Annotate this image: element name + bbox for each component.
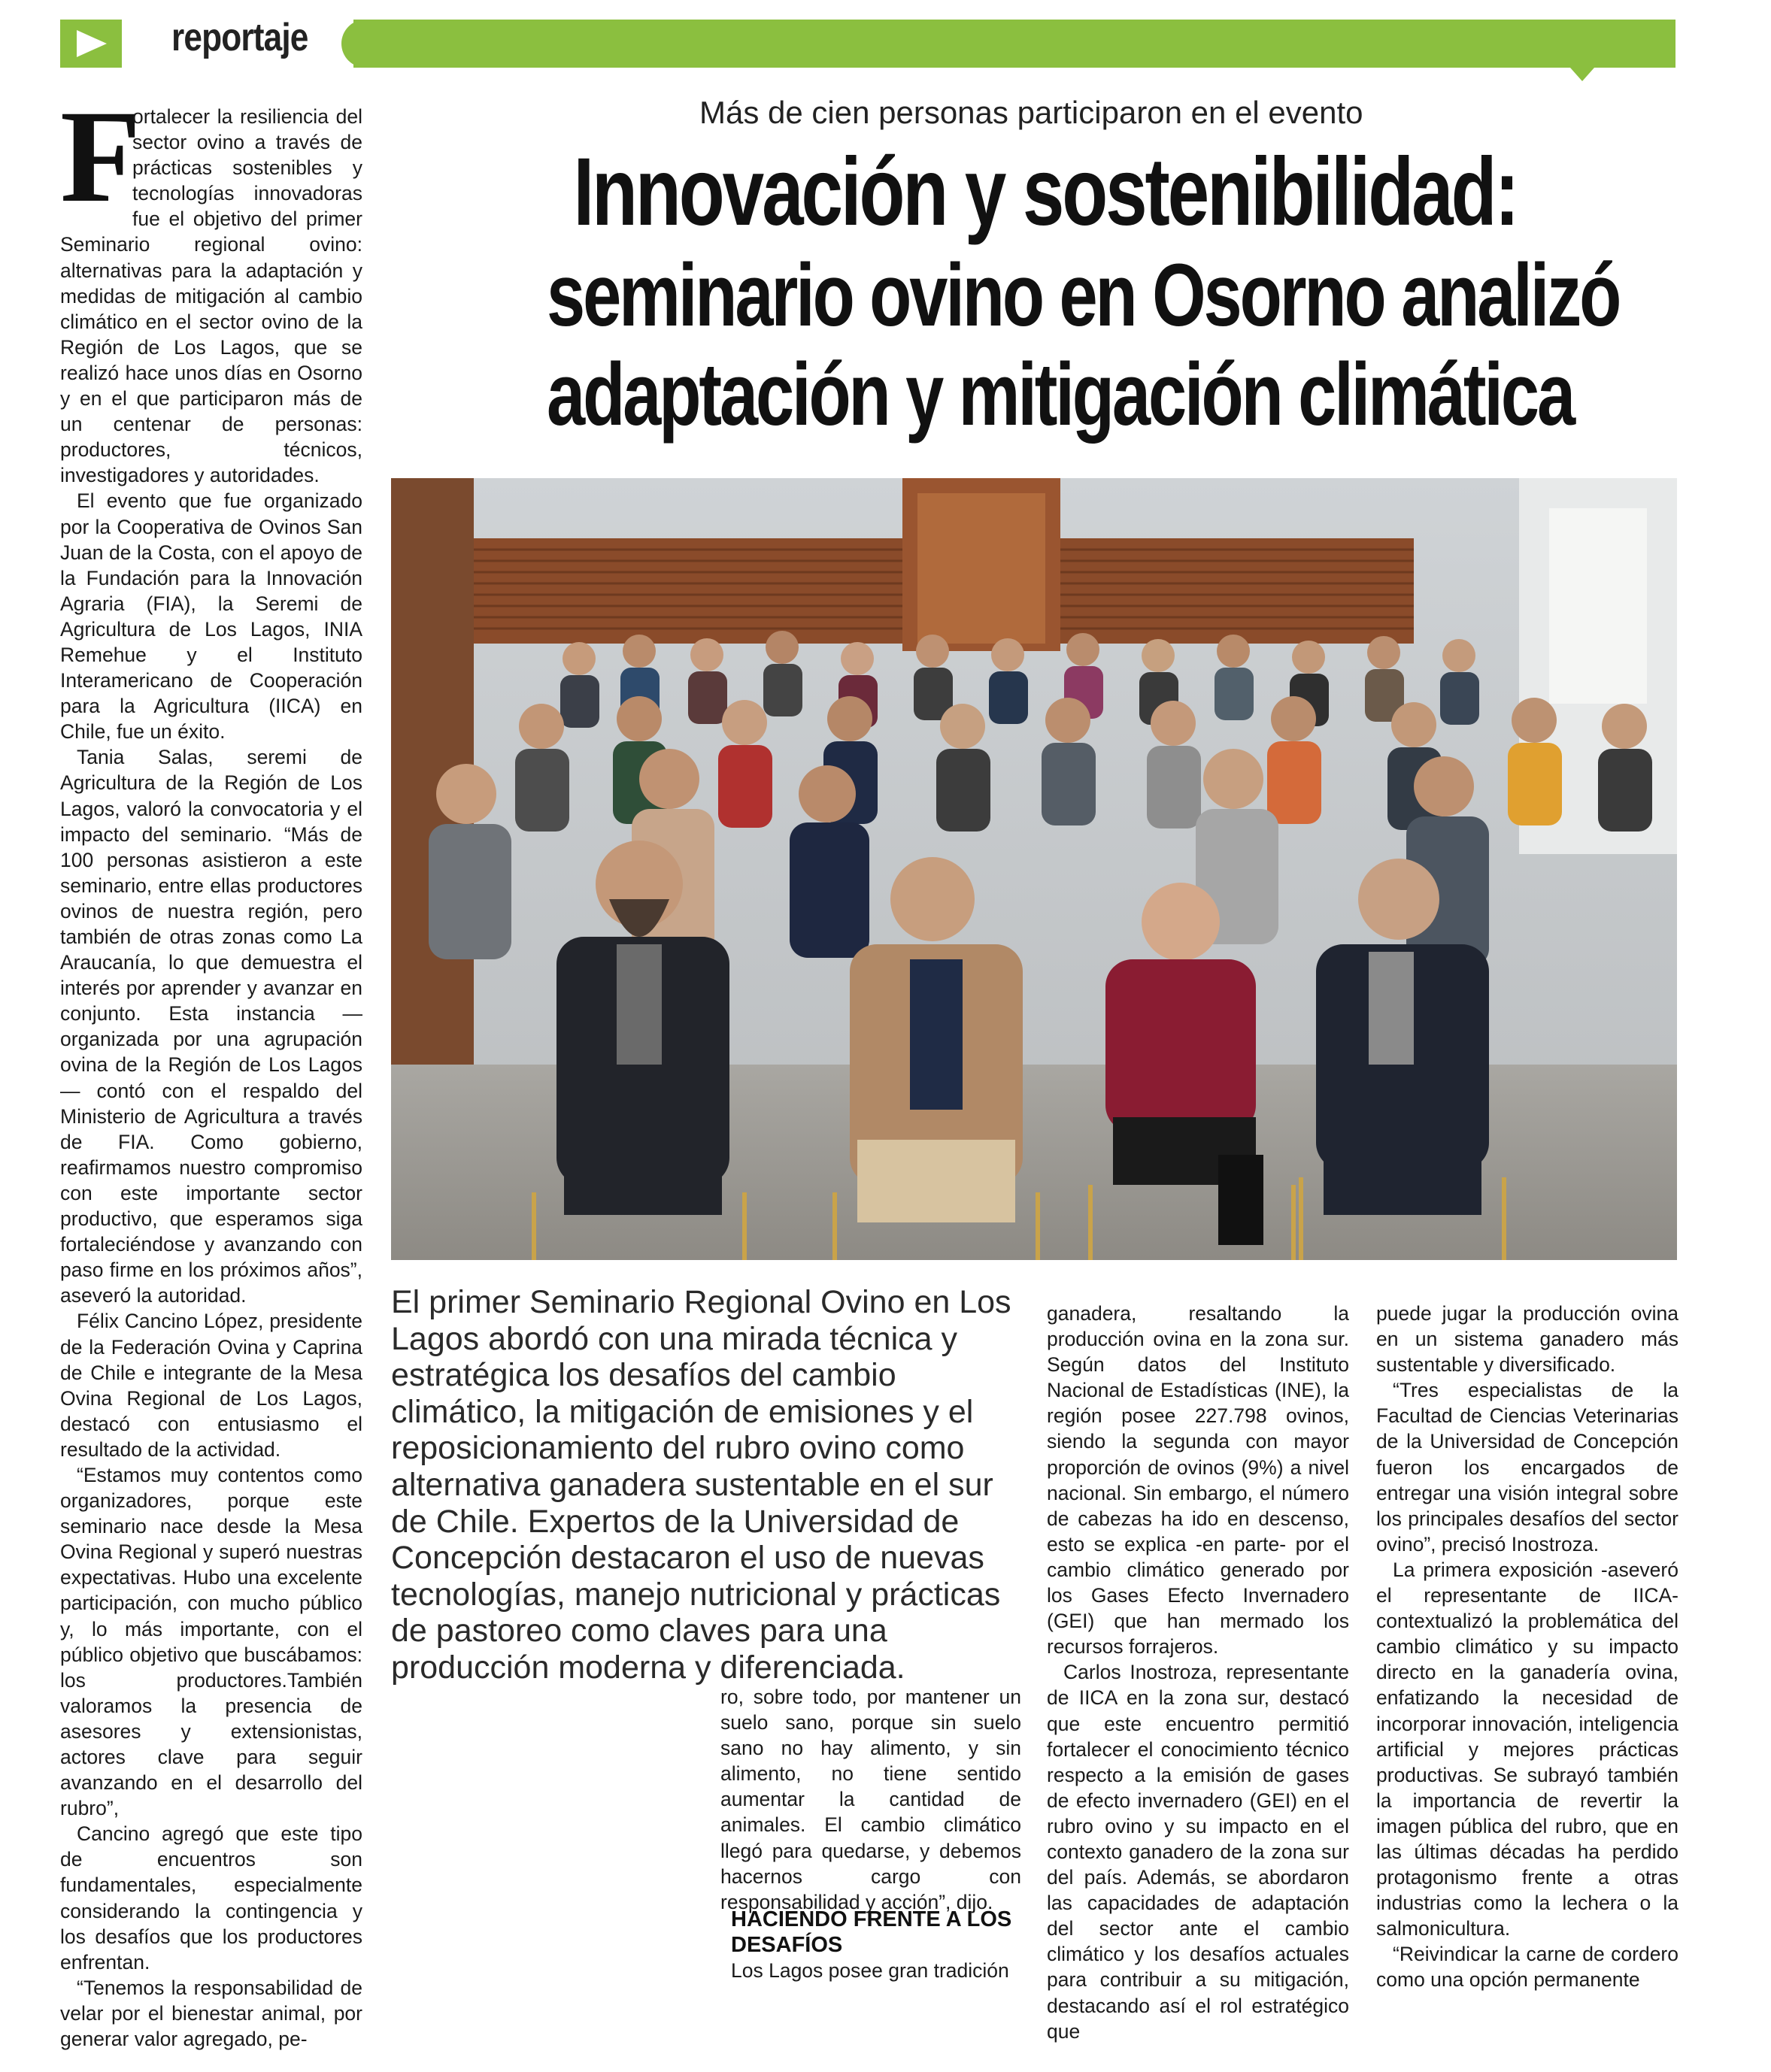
seminar-audience-photo — [391, 478, 1677, 1260]
paragraph: Tania Salas, seremi de Agricultura de la Región de Los Lagos, valoró la convocatoria y el impacto del seminario. “Más de 100 personas asistieron a este seminario, entre ellas productores ovinos de nuestra región, pero también de otras zonas como La Araucanía, lo que demuestra el interés por aprender y avanzar en conjunto. Esta instancia —organizada por una agrupación ovina de la Región de Los Lagos— contó con el respaldo del Ministerio de Agricultura a través de FIA. Como gobierno, reafirmamos nuestro compromiso con este importante sector productivo, que esperamos siga fortaleciéndose y avanzando con paso firme en los próximos años”, aseveró la autoridad. — [60, 746, 362, 1307]
section-label: reportaje — [171, 16, 308, 59]
drop-cap: F — [60, 83, 141, 230]
article-column-1 — [60, 83, 362, 2051]
article-lead: El primer Seminario Regional Ovino en Los Lagos abordó con una mirada técnica y estratégica los desafíos del cambio climático, la mitigación de emisiones y el reposicionamiento del rubro ovino como alternativa ganadera sustentable en el sur de Chile. Expertos de la Universidad de Concepción destacaron el uso de nuevas tecnologías, manejo nutricional y prácticas de pastoreo como claves para una producción moderna y diferenciada. — [391, 1284, 1011, 1686]
section-bar-notch — [1570, 68, 1594, 81]
play-arrow-icon — [74, 29, 110, 59]
paragraph: La primera exposición -aseveró el representante de IICA- contextualizó la problemática del cambio climático y su impacto directo en la ganadería ovina, enfatizando la necesidad de incorporar innovación, inteligencia artificial y mejores prácticas productivas. Se subrayó también la importancia de revertir la imagen pública del rubro, que en las últimas décadas ha perdido protagonismo frente a otras industrias como la lechera o la salmonicultura. — [1376, 1558, 1679, 1940]
paragraph: ganadera, resaltando la producción ovina en la zona sur. Según datos del Instituto Nacional de Estadísticas (INE), la región posee 227.798 ovinos, siendo la segunda con mayor proporción de ovinos (9%) a nivel nacional. Sin embargo, el número de cabezas ha ido en descenso, esto se explica -en parte- por el cambio climático generado por los Gases Efecto Invernadero (GEI) que han mermado los recursos forrajeros. — [1047, 1302, 1349, 1659]
article-column-4 — [1376, 1301, 1679, 1993]
paragraph: El evento que fue organizado por la Cooperativa de Ovinos San Juan de la Costa, con el apoyo de la Fundación para la Innovación Agraria (FIA), la Seremi de Agricultura de Los Lagos, INIA Remehue y el Instituto Interamericano de Cooperación para la Agricultura (IICA) en Chile, fue un éxito. — [60, 489, 362, 744]
article-kicker: Más de cien personas participaron en el evento — [699, 95, 1363, 130]
headline-line-1: Innovación y sostenibilidad: — [573, 138, 1518, 246]
paragraph: “Tres especialistas de la Facultad de Ciencias Veterinarias de la Universidad de Concepción fueron los encargados de entregar una visión integral sobre los principales desafíos del sector ovino”, precisó Inostroza. — [1376, 1379, 1679, 1556]
paragraph: “Tenemos la responsabilidad de velar por el bienestar animal, por generar valor agregado, pe- — [60, 1976, 362, 2051]
section-bar — [353, 20, 1675, 68]
paragraph: ro, sobre todo, por mantener un suelo sano, porque sin suelo sano no hay alimento, y sin alimento, no tiene sentido aumentar la cantidad de animales. El cambio climático llegó para quedarse, y debemos hacernos cargo con responsabilidad y acción”, dijo. — [720, 1686, 1021, 1913]
article-column-3 — [1047, 1301, 1349, 2044]
article-column-2b — [731, 1958, 1024, 1983]
section-marker — [60, 20, 122, 68]
paragraph: Cancino agregó que este tipo de encuentros son fundamentales, especialmente considerando la contingencia y los desafíos que los productores enfrentan. — [60, 1822, 362, 1974]
article-column-2 — [720, 1684, 1021, 1915]
paragraph: Los Lagos posee gran tradición — [731, 1959, 1009, 1982]
paragraph: ortalecer la resiliencia del sector ovino a través de prácticas sostenibles y tecnologías innovadoras fue el objetivo del primer Seminario regional ovino: alternativas para la adaptación y medidas de mitigación al cambio climático en el sector ovino de la Región de Los Lagos, que se realizó hace unos días en Osorno y en el que participaron más de un centenar de personas: productores, técnicos, investigadores y autoridades. — [60, 105, 362, 487]
paragraph: “Reivindicar la carne de cordero como una opción permanente — [1376, 1943, 1679, 1992]
paragraph: Félix Cancino López, presidente de la Federación Ovina y Caprina de Chile e integrante de la Mesa Ovina Regional de Los Lagos, destacó con entusiasmo el resultado de la actividad. — [60, 1310, 362, 1461]
subheading: HACIENDO FRENTE A LOS DESAFÍOS — [731, 1907, 1012, 1957]
paragraph: “Estamos muy contentos como organizadores, porque este seminario nace desde la Mesa Ovina Regional y superó nuestras expectativas. Hubo una excelente participación, con mucho público y, lo más importante, con el público objetivo que buscábamos: los productores.También valoramos la presencia de asesores y extensionistas, actores clave para seguir avanzando en el desarrollo del rubro”, — [60, 1463, 362, 1820]
event-photo — [391, 478, 1677, 1260]
paragraph: puede jugar la producción ovina en un sistema ganadero más sustentable y diversificado. — [1376, 1302, 1679, 1377]
headline-line-2: seminario ovino en Osorno analizó — [547, 246, 1620, 345]
headline-line-3: adaptación y mitigación climática — [547, 345, 1574, 444]
paragraph: Carlos Inostroza, representante de IICA en la zona sur, destacó que este encuentro permitió fortalecer el conocimiento técnico respecto a la emisión de gases de efecto invernadero (GEI) en el rubro ovino y su impacto en el contexto ganadero de la zona sur del país. Además, se abordaron las capacidades de adaptación del sector ante el cambio climático y los desafíos actuales para contribuir a su mitigación, destacando así el rol estratégico que — [1047, 1661, 1349, 2043]
